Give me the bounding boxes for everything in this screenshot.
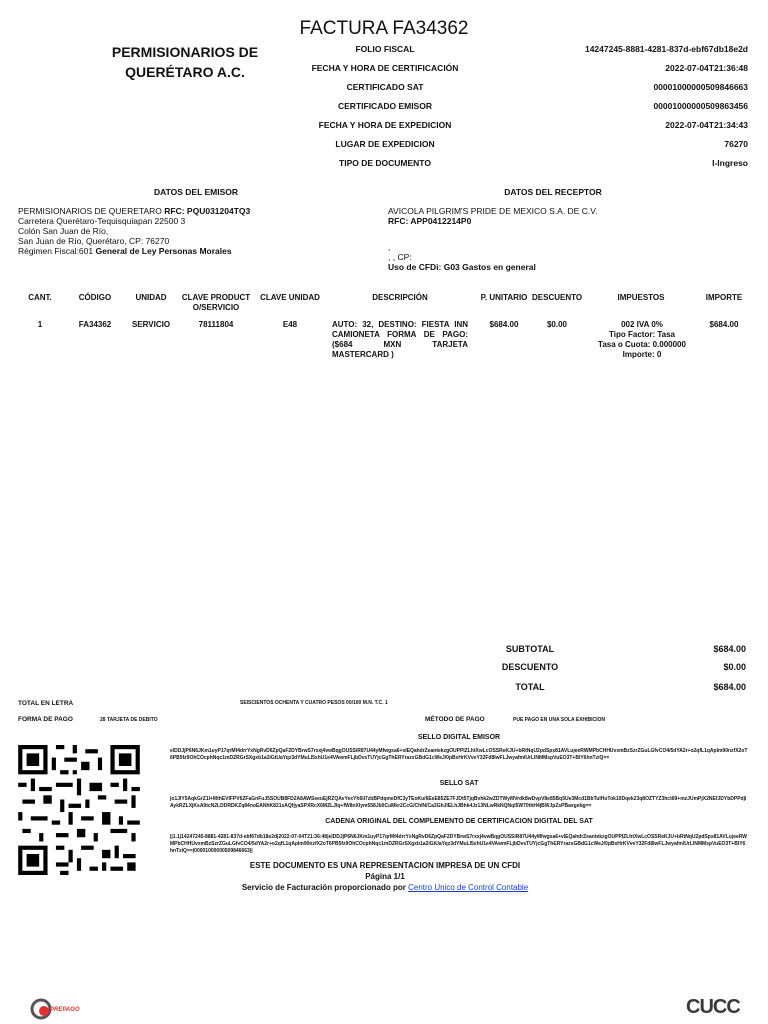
th-unidad: UNIDAD — [135, 293, 167, 302]
th-impuestos: IMPUESTOS — [617, 293, 665, 302]
receptor-block: AVICOLA PILGRIM'S PRIDE DE MEXICO S.A. DE C.V. RFC: APP0412214P0 , , , CP: Uso de CFDi: G03 Gastos en general — [388, 206, 598, 272]
th-unitario: P. UNITARIO — [480, 293, 528, 302]
forma-pago-label: FORMA DE PAGO — [18, 716, 73, 723]
metodo-pago-label: MÉTODO DE PAGO — [425, 716, 485, 723]
fiscal-row-fecha-cert: FECHA Y HORA DE CERTIFICACIÓN 2022-07-04T21:36:48 — [311, 63, 748, 73]
total-row: TOTAL $684.00 — [515, 682, 746, 692]
cadena-original-text: ||1.1|14247245-8881-4281-837d-ebf67db18e2d|2022-07-04T21:36:48|elDDJjP6N6JKm1uyP17qrMf4drrYxNgRvD6ZpQaF2DYBrwS7rxxj4vwBqgOUSSiR87U44yMfwgsa6+vIEQahdrZeantekzgOUPPIZLhtXwLcOSSReKJU+bRtNqU2pdSpx81AVLujeeRWMPbCHHUvxmBzSzrZGuLGfvCO4/5dYA2r+o2qfL1qApIm90nzfX2oT6PB5fz9OhCOcphNqc1mDZRGrSXgxb1a2iGtUaYqz3dYMuLl5xhU1e4VAwmFLjbDvsTUYjcGgThERYrazsGBdG1cWeJ/0pBxHrKVveY32Fd8IwFLJwyafmlUrLlNMMspVuEO3T+BIY6hnTziQ==|00001000000509846663|| — [170, 834, 748, 854]
qr-code — [18, 745, 140, 875]
footer-text: ESTE DOCUMENTO ES UNA REPRESENTACION IMPRESA DE UN CFDI Página 1/1 Servicio de Facturación proporcionado por Centro Unico de Control Contable — [241, 861, 529, 892]
issuer-company-name: PERMISIONARIOS DE QUERÉTARO A.C. — [111, 44, 259, 80]
sello-emisor-heading: SELLO DIGITAL EMISOR — [417, 734, 501, 741]
descuento-row: DESCUENTO $0.00 — [501, 662, 746, 672]
th-descuento: DESCUENTO — [532, 293, 583, 302]
th-descripcion: DESCRIPCIÓN — [372, 293, 428, 302]
sello-sat-heading: SELLO SAT — [439, 780, 479, 787]
metodo-pago-value: PUE PAGO EN UNA SOLA EXHIBICION — [513, 717, 606, 723]
prepago-logo-icon — [30, 998, 52, 1020]
th-cant: CANT. — [28, 293, 52, 302]
fiscal-row-lugar: LUGAR DE EXPEDICION 76270 — [335, 139, 748, 149]
forma-pago-value: 28 TARJETA DE DEBITO — [100, 717, 158, 723]
emisor-heading: DATOS DEL EMISOR — [153, 187, 239, 197]
sello-emisor-text: elDDJjP6N6JKm1uyP17qrMf4drrYxNgRvD6ZpQaF2DYBrwS7rxxj4vwBqgOUSSiR87U44yMfwgsa6+vIEQahdrZeantekzgOUPPIZLhtXwLcOSSReKJU+bRtNqU2pdSpx81AVLujeeRWMPbCHHUvxmBzSzrZGuLGfvCO4/5dYA2r+o2qfL1qApIm90nzfX2oT6PB5fz9OhCOcphNqc1mDZRGrSXgxb1a2iGtUaYqz3dYMuLl5xhU1e4VAwmFLjbDvsTUYjcGgThERYrazsGBdG1cWeJ/0pBxHrKVveY32Fd8IwFLJwyafmlUrLlNMMspVuEO3T+BIY6hnTziQ== — [170, 748, 748, 761]
invoice-title: FACTURA FA34362 — [299, 18, 469, 39]
th-codigo: CÓDIGO — [78, 293, 112, 302]
taxes-cell: 002 IVA 0% Tipo Factor: Tasa Tasa o Cuota: 0.000000 Importe: 0 — [598, 320, 686, 359]
prepago-logo: PREPAGO — [30, 998, 120, 1020]
subtotal-row: SUBTOTAL $684.00 — [505, 644, 746, 654]
th-clave-unidad: CLAVE UNIDAD — [260, 293, 320, 302]
fiscal-row-folio: FOLIO FISCAL 14247245-8881-4281-837d-ebf67db18e2d — [355, 44, 748, 54]
sello-sat-text: jo1JIY5AqkGrZ1l+MthEVIFPV6ZFaGnFuJ5SOUB8FD2A8AWSeeuEjRZQAvYexYh6il7zbBPdqmeDfC3yTEoKu/6EsE85ZE7FJDt5TjqBvhk2wZDTWyMVrdk8wDvpV8e85Bq5Ue3Mcd1BbTuIHuTok10Dqek23q8OZTYZ3hct69+mzJUmPjX2NEfJDYbDPPdjlAykRZLXjKsA9tcN2LDDRDKZq84noEANhK821xAQfjyaSPXRcX6MZLJIq+fW8nXIym558Jb0CuMkr2CcG/ChIN/Ca3GhJIELhJBhk4Jz13NLwRkNQNqI5W70thH4jBWJpZsPBaxgebg== — [170, 796, 747, 809]
fiscal-row-cert-emisor: CERTIFICADO EMISOR 00001000000509863456 — [338, 101, 748, 111]
fiscal-row-tipo: TIPO DE DOCUMENTO I-Ingreso — [339, 158, 748, 168]
fiscal-row-fecha-exp: FECHA Y HORA DE EXPEDICION 2022-07-04T21:34:43 — [318, 120, 748, 130]
total-letra-value: SEISCIENTOS OCHENTA Y CUATRO PESOS 00/100 M.N. T.C. 1 — [240, 700, 388, 706]
th-importe: IMPORTE — [705, 293, 743, 302]
th-clave-producto: CLAVE PRODUCT O/SERVICIO — [181, 293, 251, 312]
cucc-link[interactable]: Centro Unico de Control Contable — [408, 883, 529, 892]
fiscal-row-cert-sat: CERTIFICADO SAT 00001000000509846663 — [346, 82, 748, 92]
cucc-logo: CUCC — [686, 996, 740, 1018]
total-letra-label: TOTAL EN LETRA — [18, 700, 74, 707]
emisor-block: PERMISIONARIOS DE QUERETARO RFC: PQU031204TQ3 Carretera Querétaro-Tequisquiapan 22500 3 Colón San Juan de Río, San Juan de Río, Querétaro, CP: 76270 Régimen Fiscal:601 General de Ley Personas Morales — [18, 206, 251, 256]
cadena-original-heading: CADENA ORIGINAL DEL COMPLEMENTO DE CERTIFICACION DIGITAL DEL SAT — [325, 818, 593, 825]
receptor-heading: DATOS DEL RECEPTOR — [504, 187, 602, 197]
